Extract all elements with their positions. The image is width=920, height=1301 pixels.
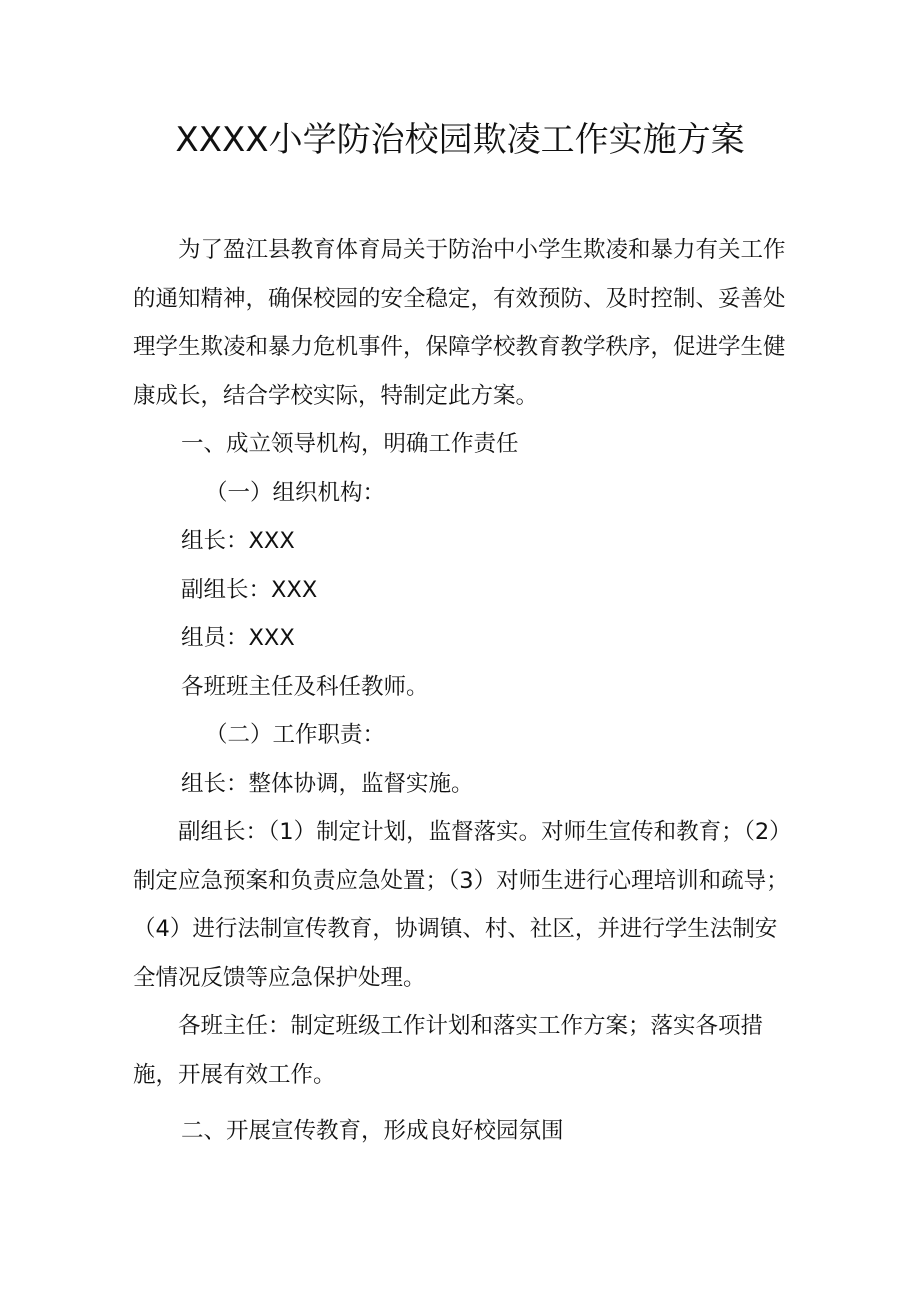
document-title: XXXX小学防治校园欺凌工作实施方案 <box>175 120 745 160</box>
leader-duty-line: 组长：整体协调，监督实施。 <box>181 770 474 797</box>
section-1-heading: 一、成立领导机构，明确工作责任 <box>181 431 519 457</box>
subsection-1-heading: （一）组织机构： <box>205 479 386 506</box>
section-2-heading: 二、开展宣传教育，形成良好校园氛围 <box>181 1118 564 1144</box>
leader-line: 组长：XXX <box>181 528 295 554</box>
deputy-duty-paragraph: 副组长：（1）制定计划，监督落实。对师生宣传和教育；（2）制定应急预案和负责应急处置；（3）对师生进行心理培训和疏导；（4）进行法制宣传教育，协调镇、村、社区，并进行学生法制安全情况反馈等应急保护处理。 <box>133 819 792 991</box>
document-body <box>133 226 793 1156</box>
teachers-line: 各班班主任及科任教师。 <box>181 673 429 700</box>
class-teacher-duty-paragraph: 各班主任：制定班级工作计划和落实工作方案；落实各项措施，开展有效工作。 <box>133 1013 764 1088</box>
intro-paragraph: 为了盈江县教育体育局关于防治中小学生欺凌和暴力有关工作的通知精神，确保校园的安全稳定，有效预防、及时控制、妥善处理学生欺凌和暴力危机事件，保障学校教育教学秩序，促进学生健康成长，结合学校实际，特制定此方案。 <box>133 237 786 409</box>
deputy-leader-line: 副组长：XXX <box>181 576 318 603</box>
subsection-2-heading: （二）工作职责： <box>205 722 386 748</box>
member-line: 组员：XXX <box>181 625 295 651</box>
